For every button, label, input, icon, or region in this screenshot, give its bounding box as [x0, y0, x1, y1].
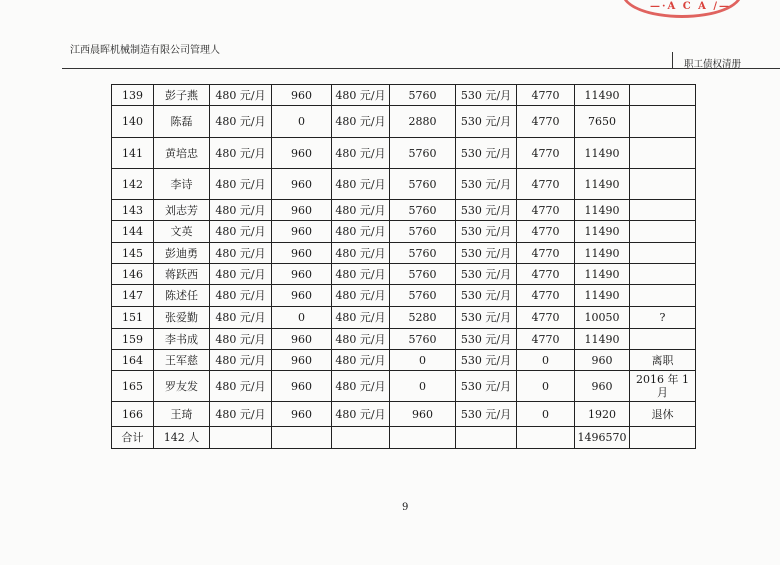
table-cell: 11490 — [575, 221, 630, 243]
table-cell: 960 — [272, 169, 332, 200]
table-cell: 141 — [112, 138, 154, 169]
table-cell: 5760 — [390, 169, 456, 200]
table-cell: 4770 — [517, 243, 575, 264]
table-cell: 王军慈 — [154, 350, 210, 371]
table-cell: ? — [630, 307, 696, 329]
table-cell — [630, 200, 696, 221]
total-count: 142 人 — [154, 427, 210, 449]
table-cell: 530 元/月 — [456, 285, 517, 307]
table-cell: 147 — [112, 285, 154, 307]
table-cell: 530 元/月 — [456, 243, 517, 264]
table-cell: 480 元/月 — [210, 200, 272, 221]
table-cell: 0 — [272, 106, 332, 138]
table-cell — [630, 106, 696, 138]
table-cell: 5280 — [390, 307, 456, 329]
table-cell: 960 — [272, 285, 332, 307]
table-cell: 139 — [112, 85, 154, 106]
table-cell: 4770 — [517, 200, 575, 221]
total-sum: 1496570 — [575, 427, 630, 449]
table-row — [112, 221, 696, 243]
table-row — [112, 138, 696, 169]
table-cell: 960 — [272, 138, 332, 169]
table-cell: 480 元/月 — [332, 329, 390, 350]
table-cell: 145 — [112, 243, 154, 264]
table-cell: 2016 年 1 月 — [630, 371, 696, 402]
table-cell: 11490 — [575, 285, 630, 307]
table-cell — [630, 243, 696, 264]
table-cell: 11490 — [575, 169, 630, 200]
table-cell: 530 元/月 — [456, 350, 517, 371]
table-cell: 陈磊 — [154, 106, 210, 138]
table-cell: 480 元/月 — [210, 307, 272, 329]
table-cell — [630, 285, 696, 307]
table-cell: 陈述任 — [154, 285, 210, 307]
table-cell: 146 — [112, 264, 154, 285]
table-cell: 11490 — [575, 85, 630, 106]
table-cell: 10050 — [575, 307, 630, 329]
table-cell: 4770 — [517, 138, 575, 169]
employee-claims-table — [111, 84, 696, 449]
table-cell: 960 — [390, 402, 456, 427]
table-cell: 刘志芳 — [154, 200, 210, 221]
table-cell: 166 — [112, 402, 154, 427]
table-cell: 142 — [112, 169, 154, 200]
table-cell: 960 — [575, 350, 630, 371]
empty-cell — [630, 427, 696, 449]
table-row — [112, 200, 696, 221]
table-cell: 143 — [112, 200, 154, 221]
table-cell: 530 元/月 — [456, 138, 517, 169]
table-cell: 5760 — [390, 200, 456, 221]
table-cell: 0 — [390, 350, 456, 371]
table-cell: 960 — [272, 371, 332, 402]
table-cell: 李书成 — [154, 329, 210, 350]
table-cell: 彭迪勇 — [154, 243, 210, 264]
table-cell: 480 元/月 — [332, 402, 390, 427]
table-cell: 530 元/月 — [456, 106, 517, 138]
table-cell: 480 元/月 — [210, 264, 272, 285]
empty-cell — [272, 427, 332, 449]
table-cell: 退休 — [630, 402, 696, 427]
table-cell: 4770 — [517, 85, 575, 106]
table-cell: 480 元/月 — [210, 106, 272, 138]
table-cell: 480 元/月 — [210, 243, 272, 264]
table-cell: 5760 — [390, 85, 456, 106]
table-cell: 530 元/月 — [456, 264, 517, 285]
table-cell — [630, 85, 696, 106]
table-row — [112, 329, 696, 350]
table-row — [112, 402, 696, 427]
table-cell: 960 — [272, 85, 332, 106]
page-number: 9 — [402, 502, 409, 513]
table-cell: 王琦 — [154, 402, 210, 427]
table-cell: 480 元/月 — [332, 264, 390, 285]
table-cell: 960 — [272, 350, 332, 371]
table-cell — [630, 169, 696, 200]
empty-cell — [390, 427, 456, 449]
table-cell — [630, 329, 696, 350]
table-cell: 4770 — [517, 285, 575, 307]
table-cell: 7650 — [575, 106, 630, 138]
table-cell: 文英 — [154, 221, 210, 243]
table-cell: 5760 — [390, 138, 456, 169]
table-body — [112, 85, 696, 449]
table-cell: 480 元/月 — [210, 85, 272, 106]
header-rule-tick — [672, 52, 673, 68]
table-cell: 960 — [272, 221, 332, 243]
table-cell: 480 元/月 — [332, 221, 390, 243]
table-cell — [630, 221, 696, 243]
table-cell: 2880 — [390, 106, 456, 138]
seal-text: —·A C A /— — [650, 1, 732, 12]
company-name: 江西晨晖机械制造有限公司管理人 — [70, 45, 220, 56]
table-cell: 480 元/月 — [210, 285, 272, 307]
table-cell: 960 — [272, 243, 332, 264]
table-cell: 480 元/月 — [332, 350, 390, 371]
table-cell: 530 元/月 — [456, 402, 517, 427]
table-cell: 11490 — [575, 329, 630, 350]
table-cell: 480 元/月 — [332, 243, 390, 264]
table-cell: 960 — [575, 371, 630, 402]
table-cell: 4770 — [517, 221, 575, 243]
table-cell: 480 元/月 — [210, 221, 272, 243]
table-cell: 11490 — [575, 200, 630, 221]
table-cell: 480 元/月 — [210, 402, 272, 427]
document-title: 职工债权清册 — [684, 59, 742, 70]
table-cell: 530 元/月 — [456, 200, 517, 221]
table-cell: 480 元/月 — [332, 138, 390, 169]
table-cell: 480 元/月 — [332, 106, 390, 138]
table-cell: 5760 — [390, 285, 456, 307]
table-row — [112, 307, 696, 329]
table-cell: 11490 — [575, 138, 630, 169]
table-cell: 11490 — [575, 264, 630, 285]
table-cell: 张爱勤 — [154, 307, 210, 329]
table-cell: 李诗 — [154, 169, 210, 200]
table-cell: 蒋跃西 — [154, 264, 210, 285]
table-row — [112, 106, 696, 138]
table-cell: 159 — [112, 329, 154, 350]
table-cell: 960 — [272, 264, 332, 285]
empty-cell — [517, 427, 575, 449]
table-cell: 480 元/月 — [332, 307, 390, 329]
table-cell: 480 元/月 — [210, 169, 272, 200]
table-cell: 0 — [272, 307, 332, 329]
table-cell: 480 元/月 — [210, 350, 272, 371]
table-row — [112, 169, 696, 200]
table-cell: 0 — [390, 371, 456, 402]
table-cell: 11490 — [575, 243, 630, 264]
table-cell: 151 — [112, 307, 154, 329]
table-row — [112, 264, 696, 285]
table-cell: 530 元/月 — [456, 371, 517, 402]
table-cell: 0 — [517, 371, 575, 402]
empty-cell — [456, 427, 517, 449]
table-cell: 530 元/月 — [456, 329, 517, 350]
table-cell: 480 元/月 — [332, 285, 390, 307]
table-cell: 黄培忠 — [154, 138, 210, 169]
table-cell: 144 — [112, 221, 154, 243]
table-cell: 530 元/月 — [456, 85, 517, 106]
table-cell: 480 元/月 — [332, 371, 390, 402]
table-cell — [630, 138, 696, 169]
table-row — [112, 350, 696, 371]
table-cell: 5760 — [390, 329, 456, 350]
table-cell: 4770 — [517, 307, 575, 329]
table-row — [112, 371, 696, 402]
table-cell: 480 元/月 — [210, 371, 272, 402]
table-cell: 165 — [112, 371, 154, 402]
table-cell: 罗友发 — [154, 371, 210, 402]
table-row — [112, 285, 696, 307]
table-cell: 5760 — [390, 221, 456, 243]
table-cell: 960 — [272, 329, 332, 350]
table-cell: 960 — [272, 200, 332, 221]
table-cell: 5760 — [390, 264, 456, 285]
total-row — [112, 427, 696, 449]
table-cell: 480 元/月 — [210, 138, 272, 169]
table-cell: 480 元/月 — [332, 200, 390, 221]
empty-cell — [332, 427, 390, 449]
table-cell: 480 元/月 — [210, 329, 272, 350]
table-cell: 彭子燕 — [154, 85, 210, 106]
empty-cell — [210, 427, 272, 449]
table-cell: 4770 — [517, 329, 575, 350]
table-cell: 离职 — [630, 350, 696, 371]
table-cell: 480 元/月 — [332, 85, 390, 106]
table-cell: 140 — [112, 106, 154, 138]
header-rule — [62, 68, 780, 69]
table-cell: 5760 — [390, 243, 456, 264]
table-cell: 0 — [517, 350, 575, 371]
table-cell: 530 元/月 — [456, 169, 517, 200]
table-cell: 4770 — [517, 106, 575, 138]
table-cell: 1920 — [575, 402, 630, 427]
table-row — [112, 243, 696, 264]
table-cell: 960 — [272, 402, 332, 427]
table-row — [112, 85, 696, 106]
table-cell: 4770 — [517, 264, 575, 285]
total-label: 合计 — [112, 427, 154, 449]
table-cell: 530 元/月 — [456, 307, 517, 329]
table-cell: 164 — [112, 350, 154, 371]
table-cell: 0 — [517, 402, 575, 427]
table-cell: 480 元/月 — [332, 169, 390, 200]
table-cell — [630, 264, 696, 285]
table-cell: 530 元/月 — [456, 221, 517, 243]
table-cell: 4770 — [517, 169, 575, 200]
